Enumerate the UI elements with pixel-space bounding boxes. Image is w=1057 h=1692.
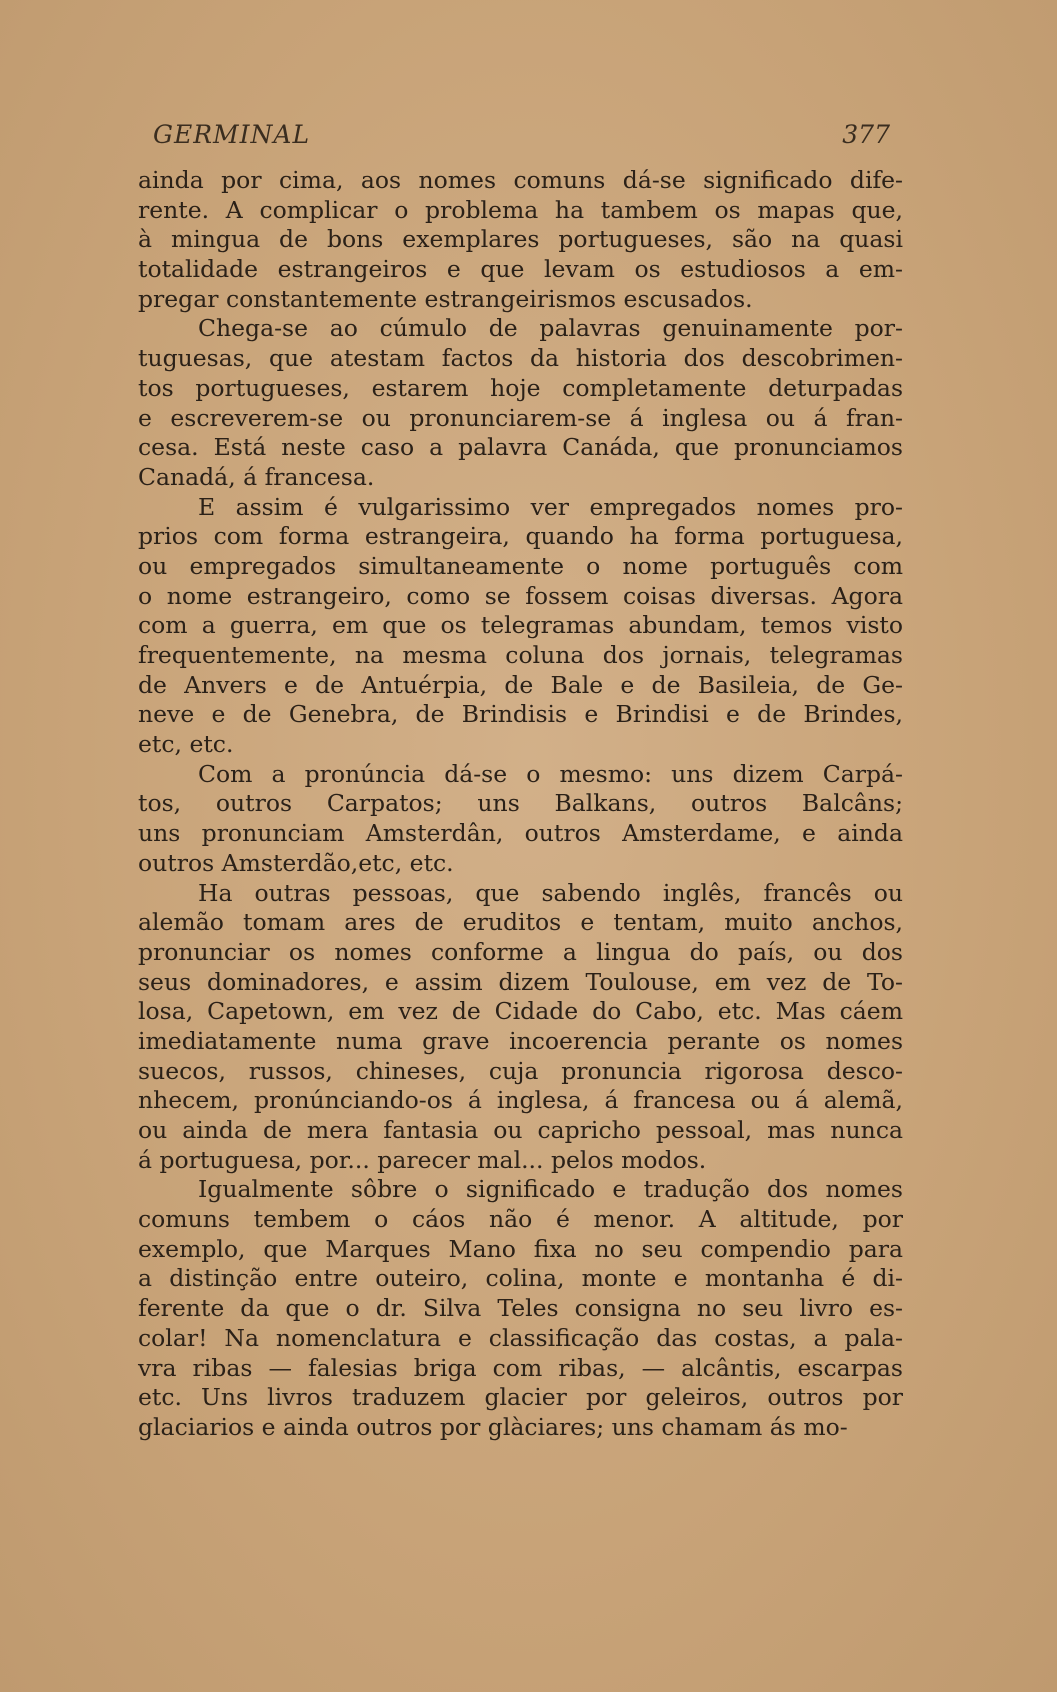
text-line-content: outros Amsterdão,etc, etc. xyxy=(138,848,454,877)
text-line xyxy=(138,1354,903,1384)
text-line-content: glaciarios e ainda outros por glàciares; uns chamam ás mo- xyxy=(138,1412,848,1441)
text-line-content: á portuguesa, por... parecer mal... pelos modos. xyxy=(138,1145,707,1174)
text-line xyxy=(138,968,903,998)
text-line xyxy=(138,374,903,404)
text-line-content: uns pronunciam Amsterdân, outros Amsterdame, e ainda xyxy=(138,819,903,848)
text-line-content: ou empregados simultaneamente o nome português com xyxy=(138,551,903,580)
text-line-content: Igualmente sôbre o significado e tradução dos nomes xyxy=(198,1175,903,1204)
text-line xyxy=(138,730,903,760)
text-line xyxy=(138,1413,903,1443)
text-line-content: losa, Capetown, em vez de Cidade do Cabo, etc. Mas cáem xyxy=(138,997,903,1026)
text-line xyxy=(138,1175,903,1205)
text-line xyxy=(138,700,903,730)
text-line xyxy=(138,879,903,909)
text-line-content: frequentemente, na mesma coluna dos jornais, telegramas xyxy=(138,641,903,669)
text-line-content: nhecem, pronúnciando-os á inglesa, á francesa ou á alemã, xyxy=(138,1086,903,1115)
text-line-content: prios com forma estrangeira, quando ha forma portuguesa, xyxy=(138,522,903,551)
text-line xyxy=(138,582,903,612)
text-line xyxy=(138,522,903,552)
text-line-content: suecos, russos, chineses, cuja pronuncia rigorosa desco- xyxy=(138,1056,903,1085)
text-line-content: tuguesas, que atestam factos da historia dos descobrimen- xyxy=(138,344,903,373)
text-line-content: Chega-se ao cúmulo de palavras genuinamente por- xyxy=(198,314,903,343)
text-line xyxy=(138,493,903,523)
page-header xyxy=(150,120,890,160)
text-line xyxy=(138,1116,903,1146)
text-line xyxy=(138,433,903,463)
text-line xyxy=(138,1146,903,1176)
text-line xyxy=(138,225,903,255)
text-line xyxy=(138,463,903,493)
text-line xyxy=(138,1294,903,1324)
text-line xyxy=(138,285,903,315)
text-line xyxy=(138,819,903,849)
text-line xyxy=(138,760,903,790)
text-line-content: de Anvers e de Antuérpia, de Bale e de Basileia, de Ge- xyxy=(138,670,903,699)
text-line-content: tos, outros Carpatos; uns Balkans, outros Balcâns; xyxy=(138,789,903,818)
text-line xyxy=(138,552,903,582)
text-line xyxy=(138,789,903,819)
text-line xyxy=(138,166,903,196)
text-line-content: seus dominadores, e assim dizem Toulouse, em vez de To- xyxy=(138,967,903,996)
text-line-content: totalidade estrangeiros e que levam os estudiosos a em- xyxy=(138,255,903,284)
page-number: 377 xyxy=(842,120,890,149)
text-line-content: cesa. Está neste caso a palavra Canáda, que pronunciamos xyxy=(138,433,903,462)
text-line-content: e escreverem-se ou pronunciarem-se á inglesa ou á fran- xyxy=(138,403,903,432)
text-line-content: a distinção entre outeiro, colina, monte e montanha é di- xyxy=(138,1264,903,1293)
text-line xyxy=(138,849,903,879)
text-line xyxy=(138,404,903,434)
text-line-content: ainda por cima, aos nomes comuns dá-se significado dife- xyxy=(138,166,903,194)
text-line xyxy=(138,1057,903,1087)
text-line xyxy=(138,671,903,701)
text-line xyxy=(138,314,903,344)
text-line-content: rente. A complicar o problema ha tambem os mapas que, xyxy=(138,195,903,224)
text-line xyxy=(138,1205,903,1235)
text-line xyxy=(138,1086,903,1116)
text-line-content: pronunciar os nomes conforme a lingua do país, ou dos xyxy=(138,937,903,966)
text-line xyxy=(138,196,903,226)
text-line-content: comuns tembem o cáos não é menor. A altitude, por xyxy=(138,1205,903,1234)
text-line-content: exemplo, que Marques Mano fixa no seu compendio para xyxy=(138,1234,903,1263)
text-line-content: Canadá, á francesa. xyxy=(138,462,375,491)
text-line-content: Com a pronúncia dá-se o mesmo: uns dizem Carpá- xyxy=(198,759,903,788)
text-line-content: à mingua de bons exemplares portugueses, são na quasi xyxy=(138,225,903,254)
text-line xyxy=(138,1027,903,1057)
text-line xyxy=(138,611,903,641)
text-line xyxy=(138,1383,903,1413)
body-text xyxy=(138,166,903,1443)
text-line-content: alemão tomam ares de eruditos e tentam, muito anchos, xyxy=(138,908,903,937)
text-line-content: colar! Na nomenclatura e classificação das costas, a pala- xyxy=(138,1323,903,1352)
text-line-content: etc. Uns livros traduzem glacier por geleiros, outros por xyxy=(138,1383,903,1412)
text-line-content: neve e de Genebra, de Brindisis e Brindisi e de Brindes, xyxy=(138,700,903,729)
text-line xyxy=(138,344,903,374)
text-line xyxy=(138,938,903,968)
text-line xyxy=(138,641,903,671)
text-line-content: E assim é vulgarissimo ver empregados nomes pro- xyxy=(198,492,903,521)
text-line xyxy=(138,255,903,285)
text-line-content: ou ainda de mera fantasia ou capricho pessoal, mas nunca xyxy=(138,1116,903,1144)
text-line-content: vra ribas — falesias briga com ribas, — alcântis, escarpas xyxy=(138,1353,903,1382)
text-line-content: etc, etc. xyxy=(138,730,234,759)
text-line xyxy=(138,1324,903,1354)
text-line xyxy=(138,908,903,938)
text-line xyxy=(138,1264,903,1294)
text-line-content: com a guerra, em que os telegramas abundam, temos visto xyxy=(138,611,903,640)
text-line-content: pregar constantemente estrangeirismos escusados. xyxy=(138,284,753,313)
text-line-content: o nome estrangeiro, como se fossem coisas diversas. Agora xyxy=(138,581,903,610)
text-line xyxy=(138,997,903,1027)
text-line-content: tos portugueses, estarem hoje completamente deturpadas xyxy=(138,373,903,402)
text-line-content: ferente da que o dr. Silva Teles consigna no seu livro es- xyxy=(138,1294,903,1323)
running-title: GERMINAL xyxy=(153,120,311,149)
text-line-content: Ha outras pessoas, que sabendo inglês, francês ou xyxy=(198,878,903,907)
text-line-content: imediatamente numa grave incoerencia perante os nomes xyxy=(138,1026,903,1055)
text-line xyxy=(138,1235,903,1265)
